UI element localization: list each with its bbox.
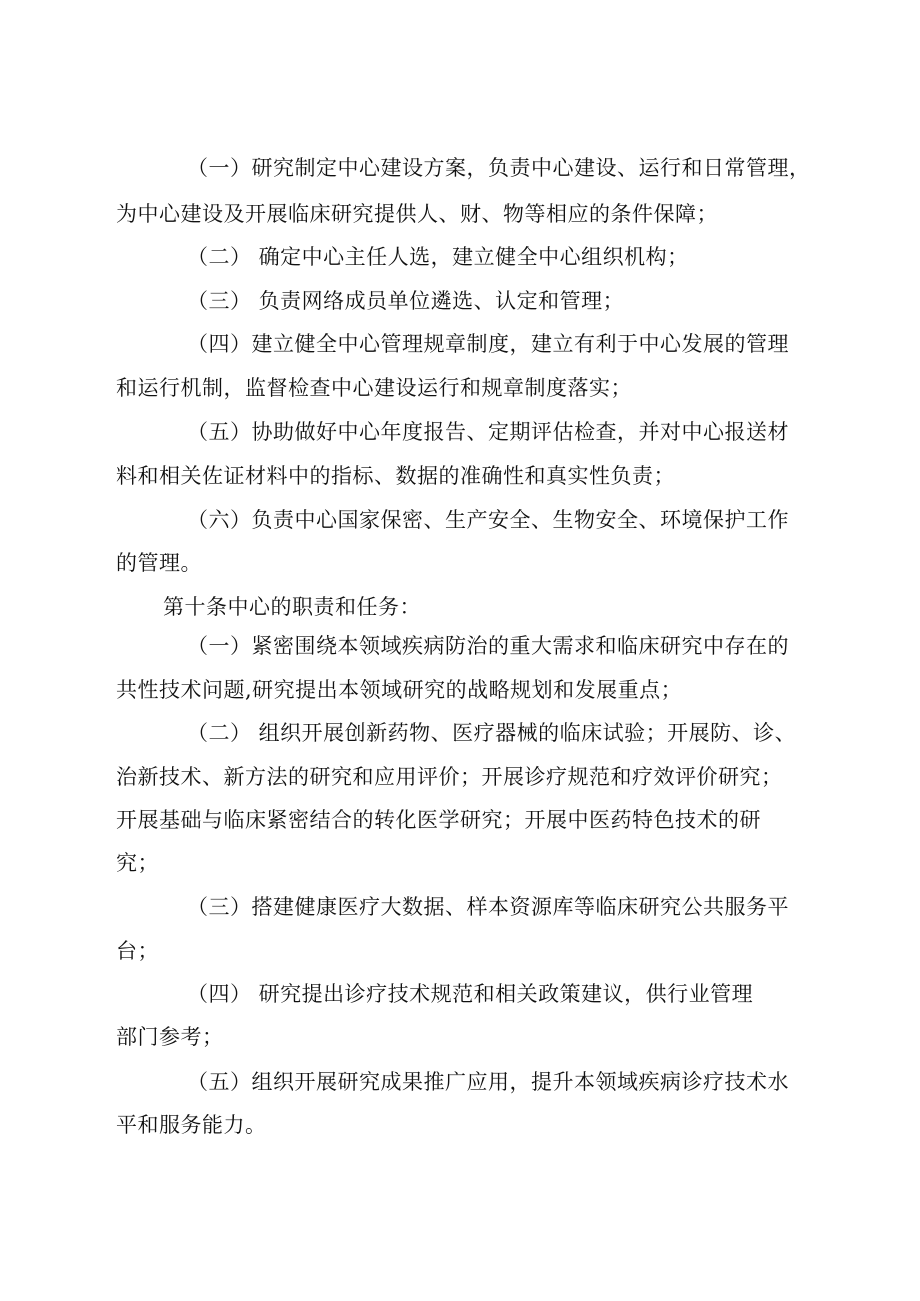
text-line: （二） 确定中心主任人选，建立健全中心组织机构； (187, 245, 689, 269)
text-line: 治新技术、新方法的研究和应用评价；开展诊疗规范和疗效评价研究； (116, 765, 783, 789)
text-line: （六）负责中心国家保密、生产安全、生物安全、环境保护工作 (187, 508, 789, 532)
text-line: 开展基础与临床紧密结合的转化医学研究；开展中医药特色技术的研 (116, 808, 761, 832)
text-line: 共性技术问题,研究提出本领域研究的战略规划和发展重点； (116, 678, 683, 702)
text-line: （五）协助做好中心年度报告、定期评估检查，并对中心报送材 (187, 420, 789, 444)
text-line: 台； (116, 939, 159, 963)
text-line: （三） 负责网络成员单位遴选、认定和管理； (187, 289, 625, 313)
text-line: 为中心建设及开展临床研究提供人、财、物等相应的条件保障； (116, 202, 718, 226)
text-line: （一）紧密围绕本领域疾病防治的重大需求和临床研究中存在的 (187, 634, 789, 658)
text-line: （一）研究制定中心建设方案，负责中心建设、运行和日常管理， (187, 156, 811, 180)
text-line: （四） 研究提出诊疗技术规范和相关政策建议，供行业管理 (187, 982, 754, 1006)
text-line: 和运行机制，监督检查中心建设运行和规章制度落实； (116, 376, 632, 400)
text-line: 的管理。 (116, 551, 202, 575)
text-line: 部门参考； (116, 1025, 224, 1049)
text-line: 究； (116, 851, 159, 875)
text-line: （四）建立健全中心管理规章制度，建立有利于中心发展的管理 (187, 332, 789, 356)
text-line: （二） 组织开展创新药物、医疗器械的临床试验；开展防、诊、 (187, 721, 797, 745)
text-line: 料和相关佐证材料中的指标、数据的准确性和真实性负责； (116, 464, 675, 488)
text-line: （五）组织开展研究成果推广应用，提升本领域疾病诊疗技术水 (187, 1070, 789, 1094)
text-line: （三）搭建健康医疗大数据、样本资源库等临床研究公共服务平 (187, 895, 789, 919)
text-line: 平和服务能力。 (116, 1113, 267, 1137)
section-heading: 第十条中心的职责和任务： (163, 595, 421, 619)
